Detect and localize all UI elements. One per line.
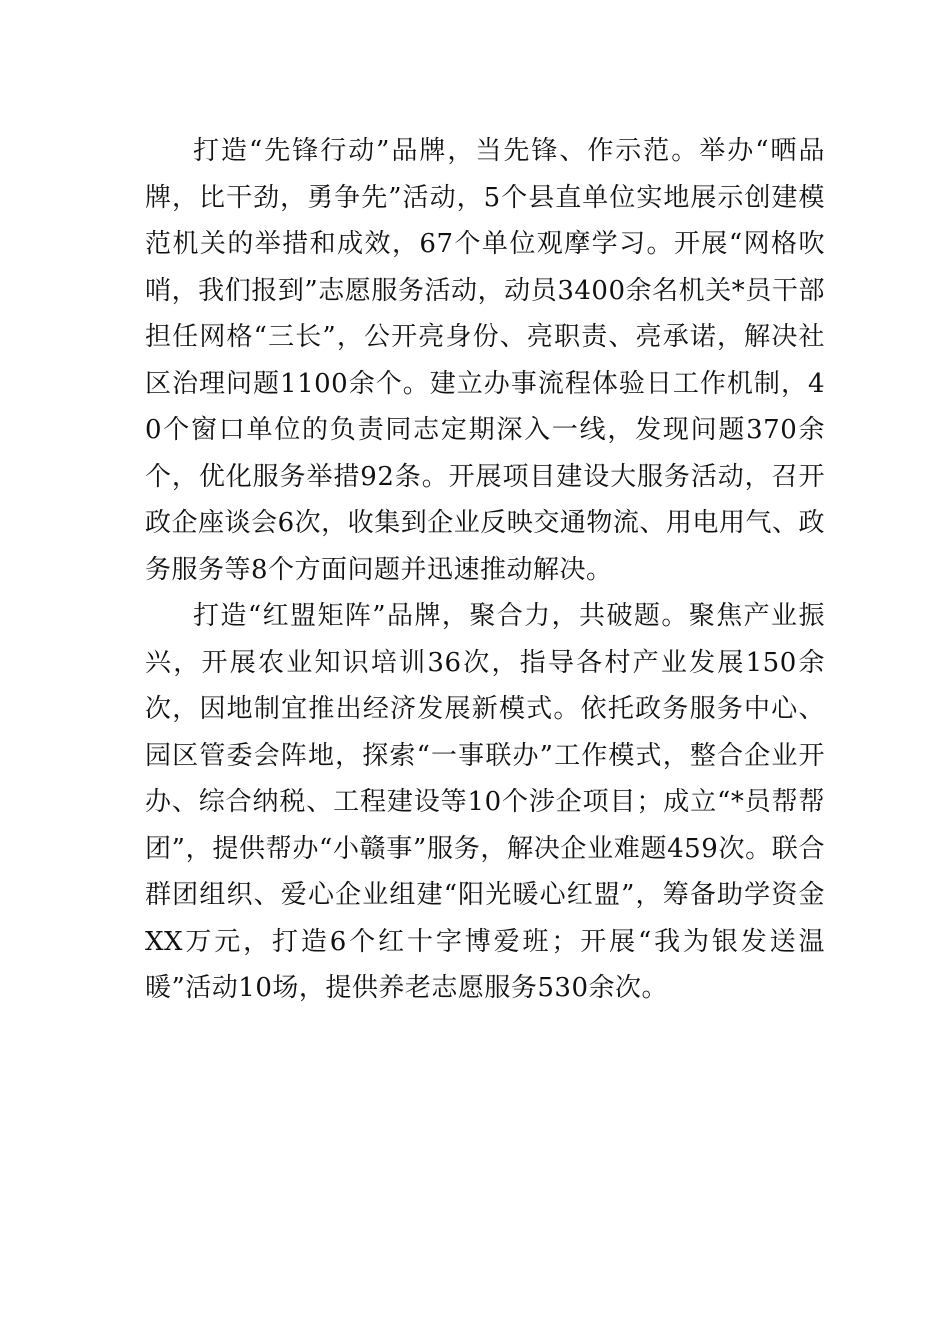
paragraph-red-alliance: 打造“红盟矩阵”品牌，聚合力，共破题。聚焦产业振兴，开展农业知识培训36次，指导各村产业发展150余次，因地制宜推出经济发展新模式。依托政务服务中心、园区管委会阵地，探索“一事联办”工作模式，整合企业开办、综合纳税、工程建设等10个涉企项目；成立“*员帮帮团”，提供帮办“小赣事”服务，解决企业难题459次。联合群团组织、爱心企业组建“阳光暖心红盟”，筹备助学资金XX万元，打造6个红十字博爱班；开展“我为银发送温暖”活动10场，提供养老志愿服务530余次。 [145,601,825,1003]
paragraph-vanguard-action: 打造“先锋行动”品牌，当先锋、作示范。举办“晒品牌，比干劲，勇争先”活动，5个县直单位实地展示创建模范机关的举措和成效，67个单位观摩学习。开展“网格吹哨，我们报到”志愿服务活动，动员3400余名机关*员干部担任网格“三长”，公开亮身份、亮职责、亮承诺，解决社区治理问题1100余个。建立办事流程体验日工作机制，40个窗口单位的负责同志定期深入一线，发现问题370余个，优化服务举措92条。开展项目建设大服务活动，召开政企座谈会6次，收集到企业反映交通物流、用电用气、政务服务等8个方面问题并迅速推动解决。 [145,136,825,585]
document-body [145,128,825,1012]
